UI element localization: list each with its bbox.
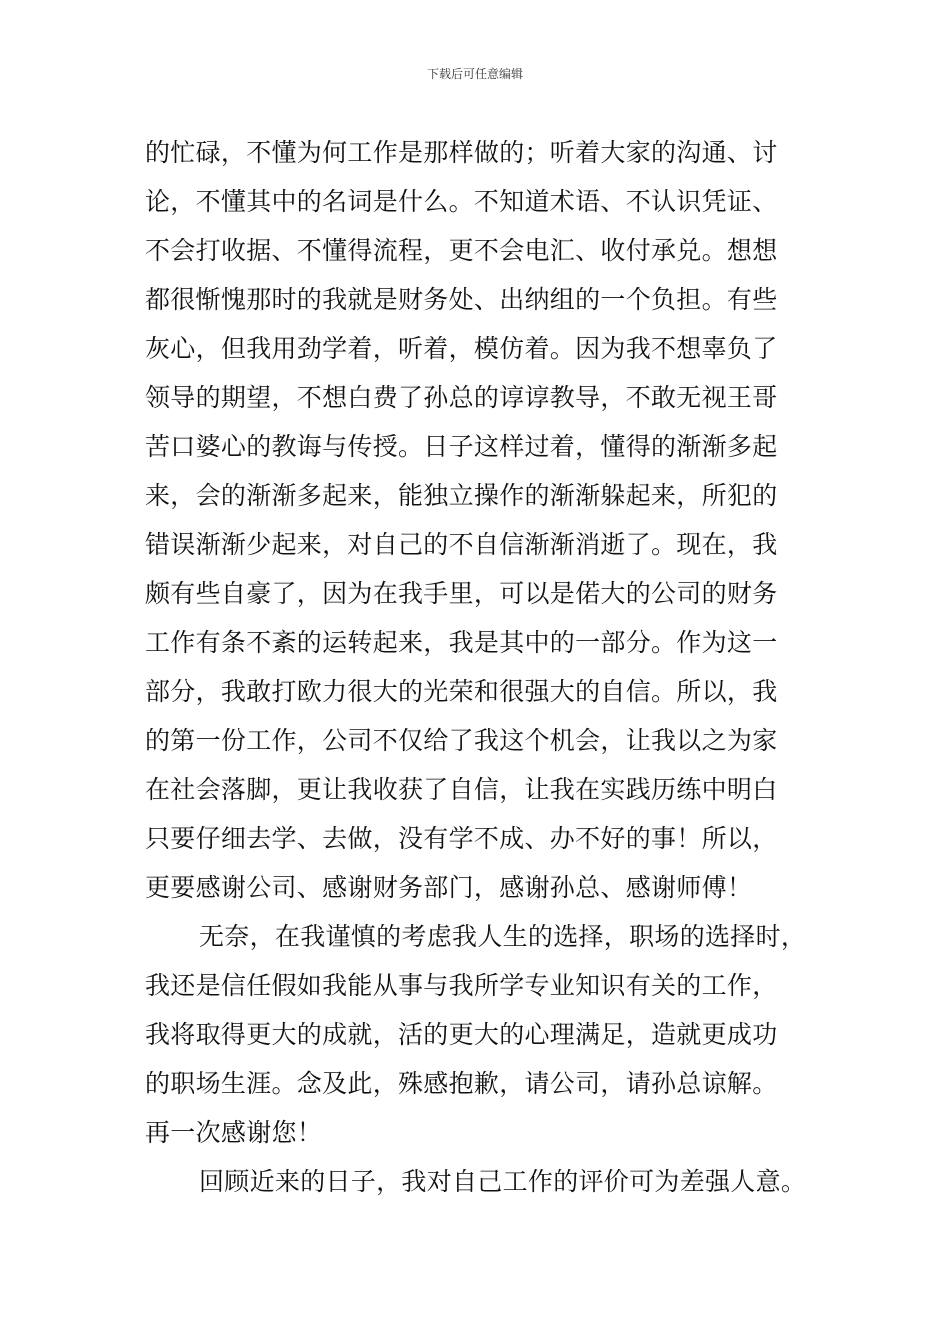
paragraph-start-line: 回顾近来的日子，我对自己工作的评价可为差强人意。 (199, 1167, 807, 1196)
text-line: 灰心，但我用劲学着，听着，模仿着。因为我不想辜负了 (145, 334, 778, 363)
text-line: 在社会落脚，更让我收获了自信，让我在实践历练中明白 (145, 775, 778, 804)
text-line: 更要感谢公司、感谢财务部门，感谢孙总、感谢师傅！ (145, 873, 753, 902)
text-line: 苦口婆心的教诲与传授。日子这样过着，懂得的渐渐多起 (145, 432, 778, 461)
text-line: 只要仔细去学、去做，没有学不成、办不好的事！所以， (145, 824, 778, 853)
text-line: 再一次感谢您！ (145, 1118, 323, 1147)
text-line: 部分，我敢打欧力很大的光荣和很强大的自信。所以，我 (145, 677, 778, 706)
text-line: 来，会的渐渐多起来，能独立操作的渐渐躲起来，所犯的 (145, 481, 778, 510)
text-line: 颇有些自豪了，因为在我手里，可以是偌大的公司的财务 (145, 579, 778, 608)
text-line: 错误渐渐少起来，对自己的不自信渐渐消逝了。现在，我 (145, 530, 778, 559)
text-line: 不会打收据、不懂得流程，更不会电汇、收付承兑。想想 (145, 236, 778, 265)
text-line: 论，不懂其中的名词是什么。不知道术语、不认识凭证、 (145, 187, 778, 216)
text-line: 的职场生涯。念及此，殊感抱歉，请公司，请孙总谅解。 (145, 1069, 778, 1098)
page-header: 下载后可任意编辑 (426, 67, 523, 81)
text-line: 领导的期望，不想白费了孙总的谆谆教导，不敢无视王哥 (145, 383, 778, 412)
text-line: 我将取得更大的成就，活的更大的心理满足，造就更成功 (145, 1020, 778, 1049)
text-line: 工作有条不紊的运转起来，我是其中的一部分。作为这一 (145, 628, 778, 657)
paragraph-start-line: 无奈，在我谨慎的考虑我人生的选择，职场的选择时， (199, 922, 807, 951)
text-line: 的第一份工作，公司不仅给了我这个机会，让我以之为家 (145, 726, 778, 755)
text-line: 的忙碌，不懂为何工作是那样做的；听着大家的沟通、讨 (145, 138, 778, 167)
body-text (145, 128, 845, 1206)
text-line: 我还是信任假如我能从事与我所学专业知识有关的工作， (145, 971, 778, 1000)
text-line: 都很惭愧那时的我就是财务处、出纳组的一个负担。有些 (145, 285, 778, 314)
